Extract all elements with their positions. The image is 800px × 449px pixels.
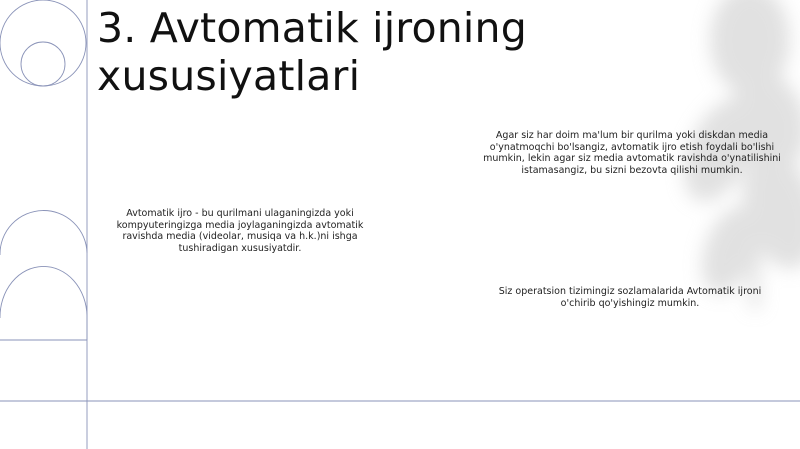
benefit-text: Agar siz har doim ma'lum bir qurilma yoki diskdan media o'ynatmoqchi bo'lsangiz, avtomatik ijro etish foydali bo'lishi mumkin, lekin agar siz media avtomatik ravishda o'ynatilishini istamasangiz, bu sizni bezovta qilishi mumkin. xyxy=(483,130,781,176)
slide-title: 3. Avtomatik ijroning xususiyatlari xyxy=(97,4,527,100)
disable-text: Siz operatsion tizimingiz sozlamalarida Avtomatik ijroni o'chirib qo'yishingiz mumkin. xyxy=(498,286,762,309)
upper-arch-icon xyxy=(0,211,87,255)
definition-text: Avtomatik ijro - bu qurilmani ulaganingizda yoki kompyuteringizga media joylaganingizda avtomatik ravishda media (videolar, musiqa va h.k.)ni ishga tushiradigan xususiyatdir. xyxy=(116,208,364,254)
large-circle-icon xyxy=(0,0,86,86)
lower-arch-icon xyxy=(0,266,87,340)
small-circle-icon xyxy=(21,42,65,86)
